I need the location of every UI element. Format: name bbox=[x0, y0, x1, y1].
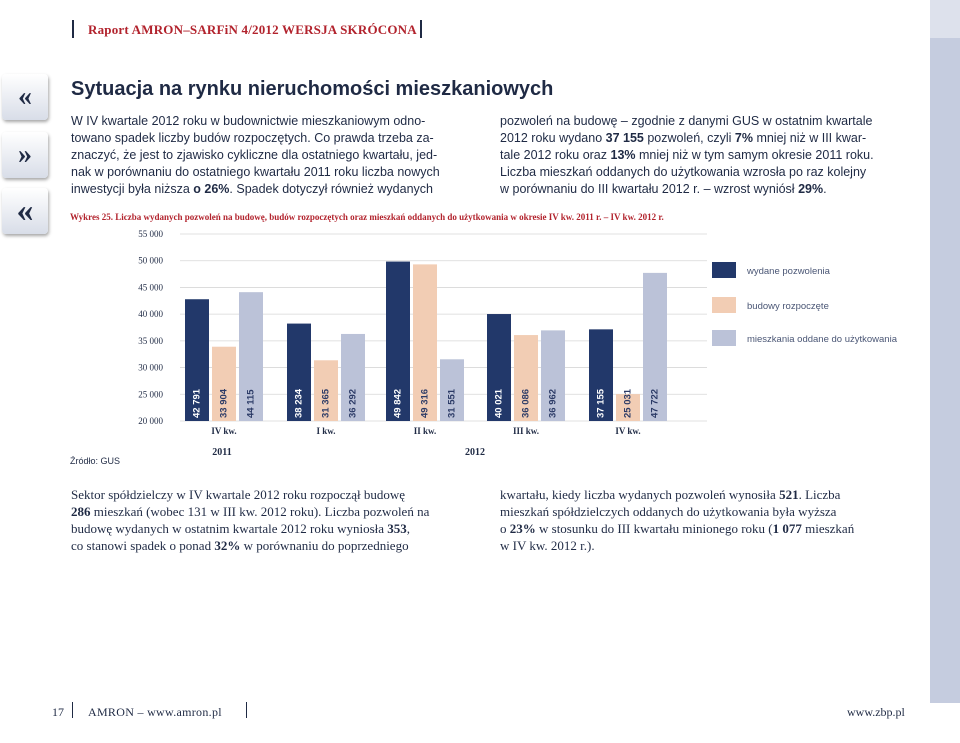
emphasis-value: 521 bbox=[779, 487, 799, 502]
tab-back-chevron-icon[interactable]: « bbox=[2, 188, 48, 234]
bottom-paragraph-right bbox=[500, 486, 914, 554]
header-divider-right bbox=[420, 20, 422, 38]
decorative-strip bbox=[930, 38, 960, 703]
paragraph-line bbox=[500, 503, 914, 520]
page-number: 17 bbox=[52, 705, 64, 719]
text-run: w stosunku do III kwartału minionego roku ( bbox=[535, 521, 773, 536]
text-run: inwestycji była niższa bbox=[71, 182, 194, 196]
text-run: tale 2012 roku oraz bbox=[500, 148, 611, 162]
data-label: 49 842 bbox=[392, 388, 404, 418]
text-run: towano spadek liczby budów rozpoczętych. Co prawda trzeba za- bbox=[71, 131, 434, 145]
y-tick-label: 25 000 bbox=[138, 389, 163, 400]
text-run: . bbox=[823, 182, 827, 196]
legend-swatch bbox=[712, 297, 736, 313]
text-run: kwartału, kiedy liczba wydanych pozwoleń wynosiła bbox=[500, 487, 780, 502]
paragraph-line bbox=[71, 537, 485, 554]
tab-previous-chevron-icon[interactable]: « bbox=[2, 74, 48, 120]
data-label: 25 031 bbox=[622, 388, 634, 418]
legend-swatch bbox=[712, 330, 736, 346]
intro-paragraph-right bbox=[500, 113, 914, 198]
data-label: 37 155 bbox=[595, 388, 607, 418]
text-run: w porównaniu do poprzedniego bbox=[240, 538, 409, 553]
text-run: w IV kw. 2012 r.). bbox=[500, 538, 595, 553]
year-label: 2012 bbox=[465, 447, 485, 458]
text-run: W IV kwartale 2012 roku w budownictwie mieszkaniowym odno- bbox=[71, 114, 426, 128]
data-label: 42 791 bbox=[191, 388, 203, 418]
text-run: . Spadek dotyczył również wydanych bbox=[229, 182, 433, 196]
y-tick-label: 35 000 bbox=[138, 335, 163, 346]
text-run: nak w porównaniu do ostatniego kwartału 2011 roku liczba nowych bbox=[71, 165, 440, 179]
x-tick-label: II kw. bbox=[413, 426, 437, 436]
footer-amron-link[interactable]: AMRON – www.amron.pl bbox=[88, 705, 222, 719]
y-tick-label: 40 000 bbox=[138, 309, 163, 320]
paragraph-line bbox=[500, 537, 914, 554]
data-label: 31 551 bbox=[446, 388, 458, 418]
text-run: w porównaniu do III kwartału 2012 r. – wzrost wyniósł bbox=[500, 182, 799, 196]
paragraph-line bbox=[71, 130, 485, 147]
text-run: mieszkań (wobec 131 w III kw. 2012 roku). Liczba pozwoleń na bbox=[90, 504, 430, 519]
paragraph-line bbox=[71, 181, 485, 198]
y-tick-label: 55 000 bbox=[138, 229, 163, 239]
data-label: 47 722 bbox=[649, 388, 661, 418]
footer-zbp-link[interactable]: www.zbp.pl bbox=[847, 705, 905, 719]
legend-swatch bbox=[712, 262, 736, 278]
data-label: 36 086 bbox=[520, 388, 532, 418]
text-run: znaczyć, że jest to zjawisko cykliczne dla ostatniego kwartału, jed- bbox=[71, 148, 438, 162]
intro-paragraph-left bbox=[71, 113, 485, 198]
text-run: mniej niż w tym samym okresie 2011 roku. bbox=[635, 148, 874, 162]
text-run: co stanowi spadek o ponad bbox=[71, 538, 215, 553]
data-label: 36 292 bbox=[347, 388, 359, 418]
paragraph-line bbox=[500, 520, 914, 537]
x-tick-label: IV kw. bbox=[615, 426, 641, 436]
paragraph-line bbox=[71, 147, 485, 164]
paragraph-line bbox=[500, 130, 914, 147]
y-tick-label: 45 000 bbox=[138, 282, 163, 293]
emphasis-value: 37 155 bbox=[605, 131, 644, 145]
paragraph-line bbox=[71, 503, 485, 520]
section-title: Sytuacja na rynku nieruchomości mieszkaniowych bbox=[71, 78, 554, 100]
text-run: mieszkań spółdzielczych oddanych do użytkowania była wyższa bbox=[500, 504, 837, 519]
data-label: 31 365 bbox=[320, 388, 332, 418]
text-run: o bbox=[500, 521, 510, 536]
chart-caption: Wykres 25. Liczba wydanych pozwoleń na budowę, budów rozpoczętych oraz mieszkań oddanych do użytkowania w okresie IV kw. 2011 r. – IV kw. 2012 r. bbox=[70, 212, 664, 222]
paragraph-line bbox=[71, 520, 485, 537]
emphasis-value: 353 bbox=[387, 521, 407, 536]
bottom-paragraph-left bbox=[71, 486, 485, 554]
bar-chart bbox=[60, 222, 930, 462]
paragraph-line bbox=[500, 164, 914, 181]
text-run: budowę wydanych w ostatnim kwartale 2012 roku wyniosła bbox=[71, 521, 388, 536]
emphasis-value: 23% bbox=[509, 521, 536, 536]
source-note: Źródło: GUS bbox=[70, 456, 121, 466]
footer-divider-mid bbox=[246, 702, 247, 718]
emphasis-value: o 26% bbox=[193, 182, 230, 196]
emphasis-value: 29% bbox=[798, 182, 824, 196]
text-run: mieszkań bbox=[801, 521, 855, 536]
text-run: Sektor spółdzielczy w IV kwartale 2012 roku rozpoczął budowę bbox=[71, 487, 406, 502]
text-run: pozwoleń, czyli bbox=[643, 131, 735, 145]
emphasis-value: 286 bbox=[71, 504, 91, 519]
paragraph-line bbox=[500, 486, 914, 503]
data-label: 49 316 bbox=[419, 388, 431, 418]
data-label: 36 962 bbox=[547, 388, 559, 418]
text-run: mniej niż w III kwar- bbox=[752, 131, 867, 145]
x-tick-label: IV kw. bbox=[211, 426, 237, 436]
footer-divider-left bbox=[72, 702, 73, 718]
paragraph-line bbox=[500, 147, 914, 164]
paragraph-line bbox=[500, 113, 914, 130]
x-tick-label: III kw. bbox=[512, 426, 540, 436]
decorative-strip-top bbox=[930, 0, 960, 38]
data-label: 38 234 bbox=[293, 388, 305, 418]
paragraph-line bbox=[71, 164, 485, 181]
emphasis-value: 13% bbox=[610, 148, 636, 162]
x-tick-label: I kw. bbox=[316, 426, 336, 436]
text-run: Liczba mieszkań oddanych do użytkowania wzrosła po raz kolejny bbox=[500, 165, 867, 179]
legend-label: budowy rozpoczęte bbox=[747, 301, 829, 312]
emphasis-value: 1 077 bbox=[772, 521, 802, 536]
text-run: pozwoleń na budowę – zgodnie z danymi GUS w ostatnim kwartale bbox=[500, 114, 873, 128]
paragraph-line bbox=[71, 113, 485, 130]
text-run: . Liczba bbox=[798, 487, 841, 502]
year-label: 2011 bbox=[212, 447, 232, 458]
text-run: , bbox=[406, 521, 411, 536]
legend-label: mieszkania oddane do użytkowania bbox=[747, 334, 897, 345]
data-label: 44 115 bbox=[245, 389, 257, 418]
paragraph-line bbox=[71, 486, 485, 503]
tab-next-chevron-icon[interactable]: » bbox=[2, 132, 48, 178]
legend-label: wydane pozwolenia bbox=[747, 266, 830, 277]
emphasis-value: 7% bbox=[734, 131, 753, 145]
emphasis-value: 32% bbox=[214, 538, 241, 553]
y-tick-label: 20 000 bbox=[138, 416, 163, 426]
data-label: 33 904 bbox=[218, 388, 230, 418]
header-divider-left bbox=[72, 20, 74, 38]
paragraph-line bbox=[500, 181, 914, 198]
report-header-title: Raport AMRON–SARFiN 4/2012 WERSJA SKRÓCONA bbox=[88, 22, 417, 37]
data-label: 40 021 bbox=[493, 388, 505, 418]
y-tick-label: 50 000 bbox=[138, 255, 163, 266]
y-tick-label: 30 000 bbox=[138, 362, 163, 373]
text-run: 2012 roku wydano bbox=[500, 131, 606, 145]
